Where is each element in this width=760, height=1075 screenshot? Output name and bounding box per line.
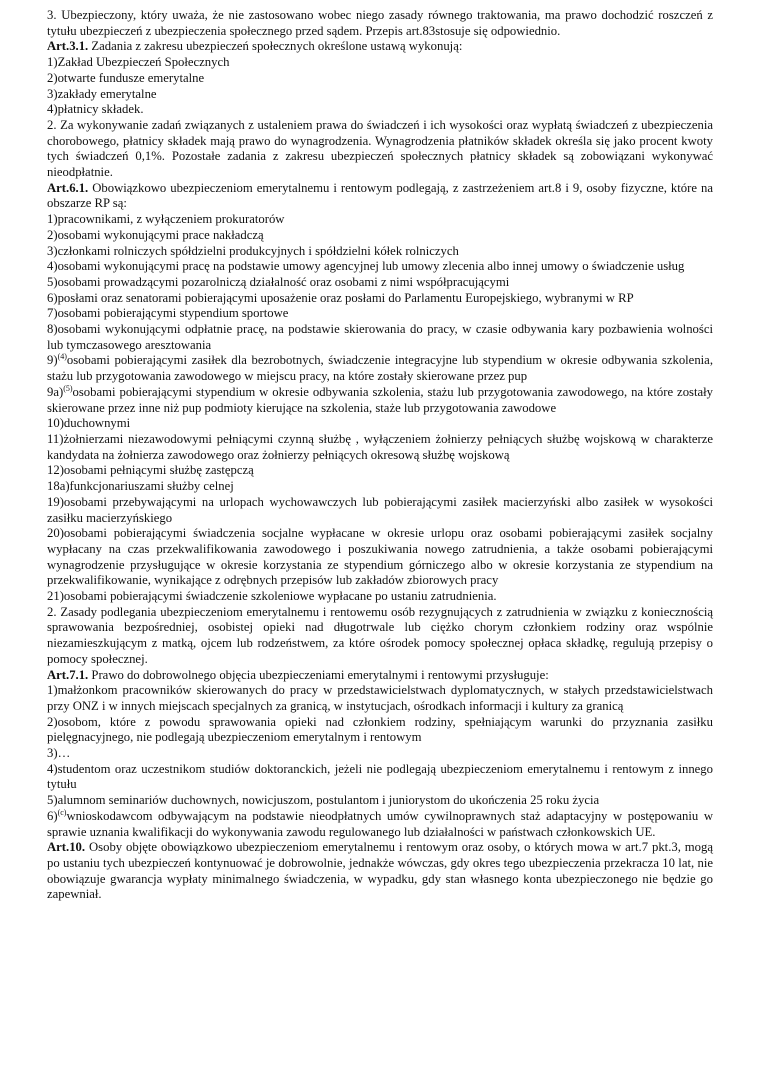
art3-heading-line bbox=[47, 39, 713, 55]
list-item: 6)posłami oraz senatorami pobierającymi uposażenie oraz posłami do Parlamentu Europejskiego, wybranymi w RP bbox=[47, 290, 634, 305]
paragraph-equal-treatment: 3. Ubezpieczony, który uważa, że nie zastosowano wobec niego zasady równego traktowania, ma prawo dochodzić roszczeń z tytułu ubezpieczeń z ubezpieczenia społecznego przed sądem. Przepis art.83stosuje się odpowiednio. bbox=[47, 8, 713, 38]
list-item-9a bbox=[47, 385, 713, 416]
article-text: Osoby objęte obowiązkowo ubezpieczeniom emerytalnemu i rentowym oraz osoby, o których mowa w art.7 pkt.3, mogą po ustaniu tych ubezpieczeń kontynuować je dobrowolnie, jednakże wówczas, gdy okres tego ubezpieczenia przekracza 10 lat, nie obowiązuje gwarancja wypłaty minimalnego świadczenia, w wypadku, gdy stan własnego konta ubezpieczonego nie będzie go zapewniał. bbox=[47, 840, 713, 902]
list-item: 2)osobom, które z powodu sprawowania opieki nad członkiem rodziny, spełniającym warunki do przyznania zasiłku pielęgnacyjnego, nie podlegają ubezpieczeniom emerytalnym i rentowym bbox=[47, 714, 713, 745]
list-item: 4)studentom oraz uczestnikom studiów doktoranckich, jeżeli nie podlegają ubezpieczeniom emerytalnemu i rentowym z innego tytułu bbox=[47, 761, 713, 792]
art6-heading-line bbox=[47, 181, 713, 212]
list-item: 5)alumnom seminariów duchownych, nowicjuszom, postulantom i juniorystom do ukończenia 25 roku życia bbox=[47, 793, 600, 808]
art3-paragraph-2: 2. Za wykonywanie zadań związanych z ustaleniem prawa do świadczeń i ich wysokości oraz wypłatą świadczeń z ubezpieczenia chorobowego, płatnicy składek mają prawo do wynagrodzenia. Wynagrodzenia płatników składek określa się jako procent kwoty tych świadczeń 0,1%. Pozostałe zadania z zakresu ubezpieczeń społecznych płatnicy składek są zobowiązani wykonywać nieodpłatnie. bbox=[47, 117, 713, 180]
article-intro: Zadania z zakresu ubezpieczeń społecznych określone ustawą wykonują: bbox=[88, 39, 463, 54]
list-item: 12)osobami pełniącymi służbę zastępczą bbox=[47, 463, 254, 478]
art10-paragraph bbox=[47, 840, 713, 903]
footnote-marker: (5) bbox=[63, 383, 73, 393]
footnote-marker: (4) bbox=[57, 352, 67, 362]
article-number: Art.7.1. bbox=[47, 667, 89, 682]
list-item: 2)otwarte fundusze emerytalne bbox=[47, 70, 205, 85]
list-item: 1)małżonkom pracowników skierowanych do pracy w przedstawicielstwach dyplomatycznych, w stałych przedstawicielstwach przy ONZ i w innych miejscach specjalnych za granicą, w instytucjach, ośrodkach informacji i kultury za granicą bbox=[47, 683, 713, 713]
list-item: 3)zakłady emerytalne bbox=[47, 86, 157, 101]
article-intro: Prawo do dobrowolnego objęcia ubezpieczeniami emerytalnymi i rentowymi przysługuje: bbox=[88, 667, 549, 682]
list-item: 20)osobami pobierającymi świadczenia socjalne wypłacane w okresie urlopu oraz osobami pobierającymi zasiłek socjalny wypłacany na czas przekwalifikowania zawodowego i poszukiwania nowego zatrudnienia, a także osobami pobierającymi wynagrodzenie przysługujące w okresie korzystania ze stypendium górniczego albo w okresie korzystania ze stypendium na przekwalifikowanie, wynikające z odrębnych przepisów lub zakładów zbiorowych pracy bbox=[47, 526, 713, 588]
list-item: 8)osobami wykonującymi odpłatnie pracę, na podstawie skierowania do pracy, w czasie odbywania kary pozbawienia wolności lub tymczasowego aresztowania bbox=[47, 322, 713, 352]
item-text: wnioskodawcom odbywającym na podstawie nieodpłatnych umów cywilnoprawnych staż adaptacyjny w postępowaniu w sprawie uznania kwalifikacji do wykonywania zawodu regulowanego lub działalności w państwach członkowskich UE. bbox=[47, 808, 713, 839]
item-number: 6) bbox=[47, 808, 58, 823]
article-intro: Obowiązkowo ubezpieczeniom emerytalnemu i rentowym podlegają, z zastrzeżeniem art.8 i 9, osoby fizyczne, które na obszarze RP są: bbox=[47, 180, 713, 211]
list-item: 21)osobami pobierającymi świadczenie szkoleniowe wypłacane po ustaniu zatrudnienia. bbox=[47, 589, 497, 604]
list-item: 1)pracownikami, z wyłączeniem prokuratorów bbox=[47, 212, 285, 227]
list-item-6 bbox=[47, 809, 713, 840]
list-item: 3)członkami rolniczych spółdzielni produkcyjnych i spółdzielni kółek rolniczych bbox=[47, 243, 459, 258]
list-item: 3)… bbox=[47, 746, 71, 761]
art6-paragraph-2: 2. Zasady podlegania ubezpieczeniom emerytalnemu i rentowemu osób rezygnujących z zatrudnienia w związku z koniecznością sprawowania bezpośredniej, osobistej opieki nad długotrwale lub ciężko chorym członkiem rodziny oraz wspólnie niezamieszkującym z matką, ojcem lub rodzeństwem, za które ośrodek pomocy społecznej opłaca składkę, regulują przepisy o pomocy społecznej. bbox=[47, 604, 713, 666]
list-item: 10)duchownymi bbox=[47, 416, 131, 431]
list-item: 18a)funkcjonariuszami służby celnej bbox=[47, 479, 234, 494]
article-number: Art.6.1. bbox=[47, 180, 89, 195]
item-text: osobami pobierającymi zasiłek dla bezrobotnych, świadczenie integracyjne lub stypendium w okresie odbywania szkolenia, stażu lub przygotowania zawodowego w miejscu pracy, na które zostały skierowane przez pup bbox=[47, 353, 713, 384]
list-item-9 bbox=[47, 353, 713, 384]
list-item: 1)Zakład Ubezpieczeń Społecznych bbox=[47, 55, 230, 70]
list-item: 2)osobami wykonującymi prace nakładczą bbox=[47, 227, 264, 242]
list-item: 7)osobami pobierającymi stypendium sportowe bbox=[47, 306, 289, 321]
item-number: 9a) bbox=[47, 384, 64, 399]
item-text: osobami pobierającymi stypendium w okresie odbywania szkolenia, stażu lub przygotowania zawodowego, na które zostały skierowane przez inne niż pup podmioty kierujące na szkolenia, staże lub przygotowania zawodowe bbox=[47, 384, 713, 415]
list-item: 4)płatnicy składek. bbox=[47, 102, 144, 117]
list-item: 11)żołnierzami niezawodowymi pełniącymi czynną służbę , wyłączeniem żołnierzy pełniących służbę wojskową w charakterze kandydata na żołnierza zawodowego oraz żołnierzy pełniących okresową służbę wojskową bbox=[47, 431, 713, 462]
list-item: 5)osobami prowadzącymi pozarolniczą działalność oraz osobami z nimi współpracującymi bbox=[47, 274, 510, 289]
list-item: 19)osobami przebywającymi na urlopach wychowawczych lub pobierającymi zasiłek macierzyński albo zasiłek w wysokości zasiłku macierzyńskiego bbox=[47, 494, 713, 525]
footnote-marker: (c) bbox=[57, 807, 67, 817]
item-number: 9) bbox=[47, 353, 58, 368]
list-item: 4)osobami wykonującymi pracę na podstawie umowy agencyjnej lub umowy zlecenia albo innej umowy o świadczenie usług bbox=[47, 259, 685, 274]
article-number: Art.3.1. bbox=[47, 39, 89, 54]
article-number: Art.10. bbox=[47, 840, 86, 855]
art7-heading-line bbox=[47, 668, 713, 684]
